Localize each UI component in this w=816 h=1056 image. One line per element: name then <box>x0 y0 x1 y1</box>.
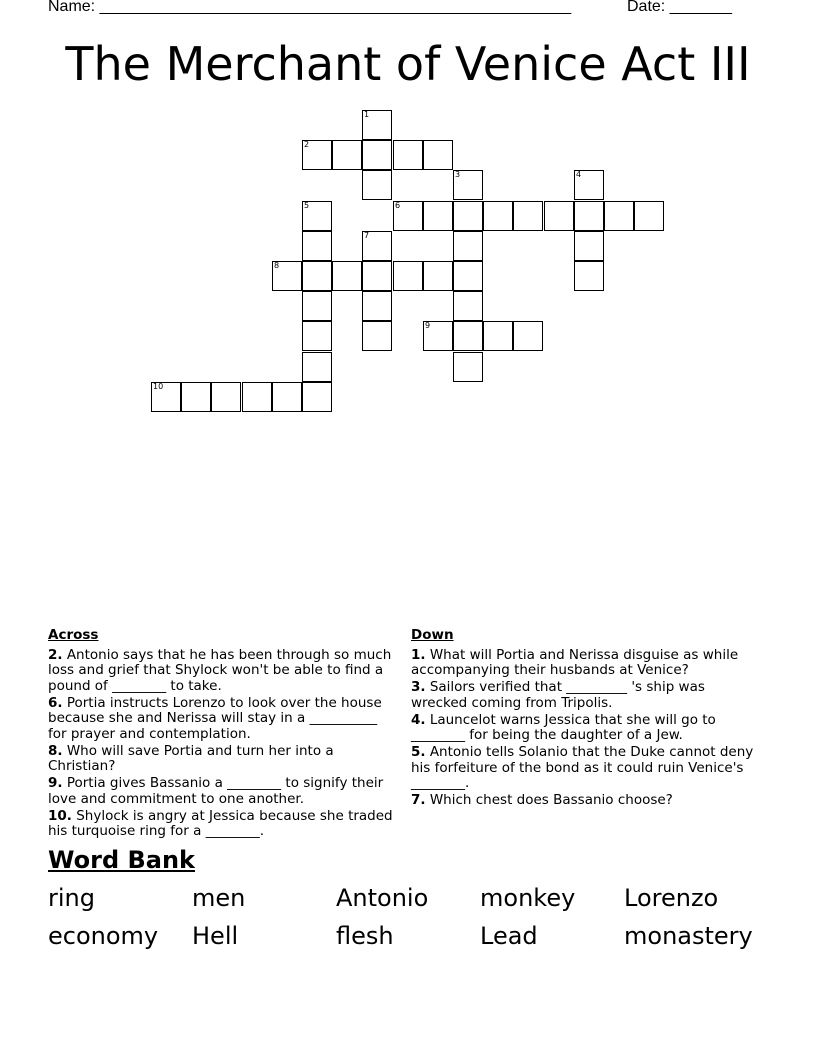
crossword-cell[interactable] <box>211 382 241 412</box>
crossword-cell[interactable] <box>574 170 604 200</box>
clue-number: 10. <box>48 807 72 824</box>
cell-number: 1 <box>364 110 370 119</box>
down-heading: Down <box>411 627 454 643</box>
crossword-cell[interactable] <box>362 140 392 170</box>
word-bank-word: monastery <box>624 922 753 950</box>
clue-text: Which chest does Bassanio choose? <box>425 792 673 808</box>
crossword-cell[interactable] <box>362 321 392 351</box>
crossword-cell[interactable] <box>453 261 483 291</box>
crossword-cell[interactable] <box>393 201 423 231</box>
date-field-label: Date: _______ <box>627 0 732 15</box>
crossword-cell[interactable] <box>272 261 302 291</box>
word-bank-word: Lorenzo <box>624 884 719 912</box>
crossword-cell[interactable] <box>302 321 332 351</box>
crossword-cell[interactable] <box>634 201 664 231</box>
crossword-cell[interactable] <box>302 382 332 412</box>
crossword-cell[interactable] <box>483 321 513 351</box>
crossword-cell[interactable] <box>574 201 604 231</box>
crossword-cell[interactable] <box>362 261 392 291</box>
clue-text: Portia instructs Lorenzo to look over the house because she and Nerissa will stay in a __________ for prayer and contemplation. <box>48 694 382 742</box>
crossword-cell[interactable] <box>574 261 604 291</box>
clue-text: Sailors verified that _________ 's ship was wrecked coming from Tripolis. <box>411 679 705 711</box>
clue-down-5 <box>411 745 756 792</box>
crossword-cell[interactable] <box>453 231 483 261</box>
clue-number: 7. <box>411 792 426 808</box>
cell-number: 2 <box>304 140 310 149</box>
crossword-cell[interactable] <box>151 382 181 412</box>
word-bank-word: Hell <box>192 922 239 950</box>
clue-across-8 <box>48 744 393 775</box>
clue-number: 6. <box>48 694 63 711</box>
word-bank-word: economy <box>48 922 159 950</box>
clue-down-3 <box>411 680 756 711</box>
clue-text: Shylock is angry at Jessica because she traded his turquoise ring for a ________. <box>48 807 393 839</box>
crossword-cell[interactable] <box>423 201 453 231</box>
clue-text: Portia gives Bassanio a ________ to signify their love and commitment to one another. <box>48 775 384 807</box>
clue-text: Who will save Portia and turn her into a Christian? <box>48 742 334 774</box>
crossword-cell[interactable] <box>483 201 513 231</box>
clue-number: 3. <box>411 679 426 695</box>
crossword-cell[interactable] <box>423 321 453 351</box>
crossword-cell[interactable] <box>302 261 332 291</box>
crossword-cell[interactable] <box>332 140 362 170</box>
cell-number: 7 <box>364 231 370 240</box>
cell-number: 4 <box>576 170 582 179</box>
crossword-cell[interactable] <box>302 231 332 261</box>
crossword-cell[interactable] <box>453 201 483 231</box>
cell-number: 9 <box>425 321 431 330</box>
crossword-cell[interactable] <box>242 382 272 412</box>
crossword-cell[interactable] <box>574 231 604 261</box>
cell-number: 3 <box>455 170 461 179</box>
crossword-cell[interactable] <box>453 352 483 382</box>
clue-across-10 <box>48 809 393 840</box>
word-bank-word: monkey <box>480 884 576 912</box>
crossword-cell[interactable] <box>302 201 332 231</box>
crossword-cell[interactable] <box>181 382 211 412</box>
crossword-cell[interactable] <box>513 321 543 351</box>
crossword-cell[interactable] <box>362 291 392 321</box>
crossword-cell[interactable] <box>302 291 332 321</box>
clue-number: 4. <box>411 711 426 728</box>
crossword-cell[interactable] <box>272 382 302 412</box>
word-bank-title: Word Bank <box>48 846 196 874</box>
crossword-cell[interactable] <box>604 201 634 231</box>
crossword-cell[interactable] <box>453 291 483 321</box>
clue-across-2 <box>48 648 393 695</box>
cell-number: 5 <box>304 201 310 210</box>
word-bank-word: flesh <box>336 922 394 950</box>
clue-across-9 <box>48 776 393 807</box>
clue-down-4 <box>411 713 756 744</box>
clue-text: Antonio tells Solanio that the Duke cannot deny his forfeiture of the bond as it could ruin Venice's ________. <box>411 744 754 791</box>
clue-number: 2. <box>48 646 63 663</box>
across-heading: Across <box>48 627 99 643</box>
clue-number: 9. <box>48 775 63 791</box>
page-title: The Merchant of Venice Act III <box>65 37 751 91</box>
crossword-cell[interactable] <box>362 231 392 261</box>
crossword-cell[interactable] <box>453 170 483 200</box>
crossword-cell[interactable] <box>332 261 362 291</box>
clue-text: Launcelot warns Jessica that she will go to ________ for being the daughter of a Jew. <box>411 711 716 743</box>
word-bank-word: Antonio <box>336 884 429 912</box>
cell-number: 10 <box>153 382 164 391</box>
crossword-cell[interactable] <box>393 140 423 170</box>
crossword-cell[interactable] <box>453 321 483 351</box>
word-bank-word: Lead <box>480 922 538 950</box>
down-clues <box>411 628 756 810</box>
crossword-cell[interactable] <box>302 352 332 382</box>
crossword-cell[interactable] <box>423 261 453 291</box>
name-field-label: Name: _____________________________________________________ <box>48 0 572 15</box>
clue-number: 8. <box>48 742 63 759</box>
crossword-grid <box>0 0 816 420</box>
crossword-cell[interactable] <box>362 170 392 200</box>
clue-text: Antonio says that he has been through so much loss and grief that Shylock won't be able to find a pound of ________ to take. <box>48 646 392 694</box>
clue-number: 5. <box>411 744 426 760</box>
crossword-cell[interactable] <box>513 201 543 231</box>
word-bank-word: men <box>192 884 246 912</box>
clue-number: 1. <box>411 646 426 663</box>
word-bank-word: ring <box>48 884 95 912</box>
crossword-cell[interactable] <box>393 261 423 291</box>
clue-down-1 <box>411 648 756 679</box>
crossword-cell[interactable] <box>544 201 574 231</box>
clue-text: What will Portia and Nerissa disguise as while accompanying their husbands at Venice? <box>411 646 739 678</box>
crossword-cell[interactable] <box>362 110 392 140</box>
crossword-cell[interactable] <box>423 140 453 170</box>
clue-across-6 <box>48 696 393 743</box>
cell-number: 8 <box>274 261 280 270</box>
clue-down-7 <box>411 793 756 809</box>
crossword-cell[interactable] <box>302 140 332 170</box>
cell-number: 6 <box>395 201 401 210</box>
across-clues <box>48 628 393 841</box>
